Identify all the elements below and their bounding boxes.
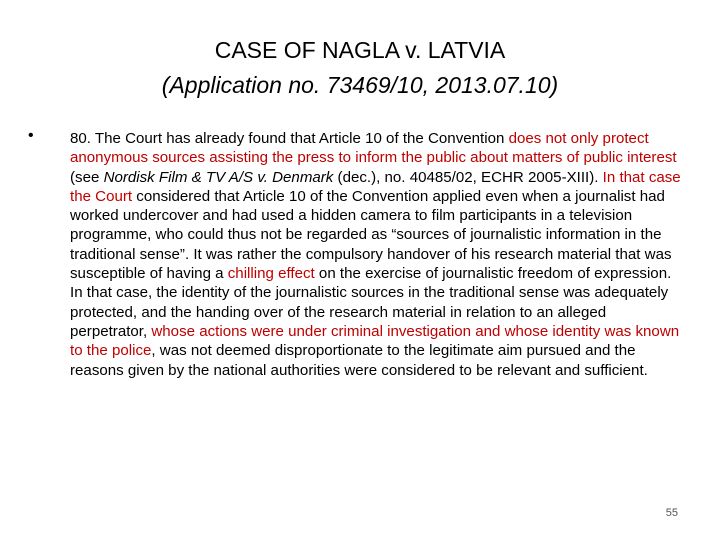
slide-subtitle	[40, 69, 680, 101]
paragraph-text: (see	[70, 168, 104, 186]
paragraph-text: , was not deemed disproportionate to the legitimate aim pursued and the reasons given by the national authorities were considered to be relevant and sufficient.	[70, 342, 648, 379]
paragraph-text: (dec.), no. 40485/02, ECHR 2005‑XIII).	[333, 168, 603, 186]
highlighted-text: whose actions were under criminal investigation and whose identity was known to the police	[70, 322, 680, 360]
case-citation: Nordisk Film & TV A/S v. Denmark	[103, 168, 334, 186]
highlighted-text: In that case the Court	[70, 168, 681, 205]
paragraph-text: on the exercise of journalistic freedom of expression. In that case, the identity of the journalistic sources in the traditional sense was adequately protected, and the handing over of the research material in relation to an alleged perpetrator,	[70, 265, 672, 340]
bullet-icon: •	[28, 127, 34, 144]
bullet-paragraph	[70, 129, 682, 380]
highlighted-text: chilling effect	[227, 265, 315, 283]
page-number: 55	[665, 507, 678, 519]
highlighted-text: does not only protect anonymous sources assisting the press to inform the public about matters of public interest	[70, 130, 677, 167]
paragraph-text: 80. The Court has already found that Article 10 of the Convention	[70, 130, 509, 147]
slide-title: CASE OF NAGLA v. LATVIA	[214, 37, 506, 63]
application-reference: (Application no. 73469/10, 2013.07.10)	[161, 72, 559, 98]
paragraph-text: considered that Article 10 of the Convention applied even when a journalist had worked undercover and had used a hidden camera to film participants in a television programme, who could thus not be regarded as “sources of journalistic information in the traditional sense”. It was rather the compulsory handover of his research material that was susceptible of having a	[70, 187, 672, 283]
